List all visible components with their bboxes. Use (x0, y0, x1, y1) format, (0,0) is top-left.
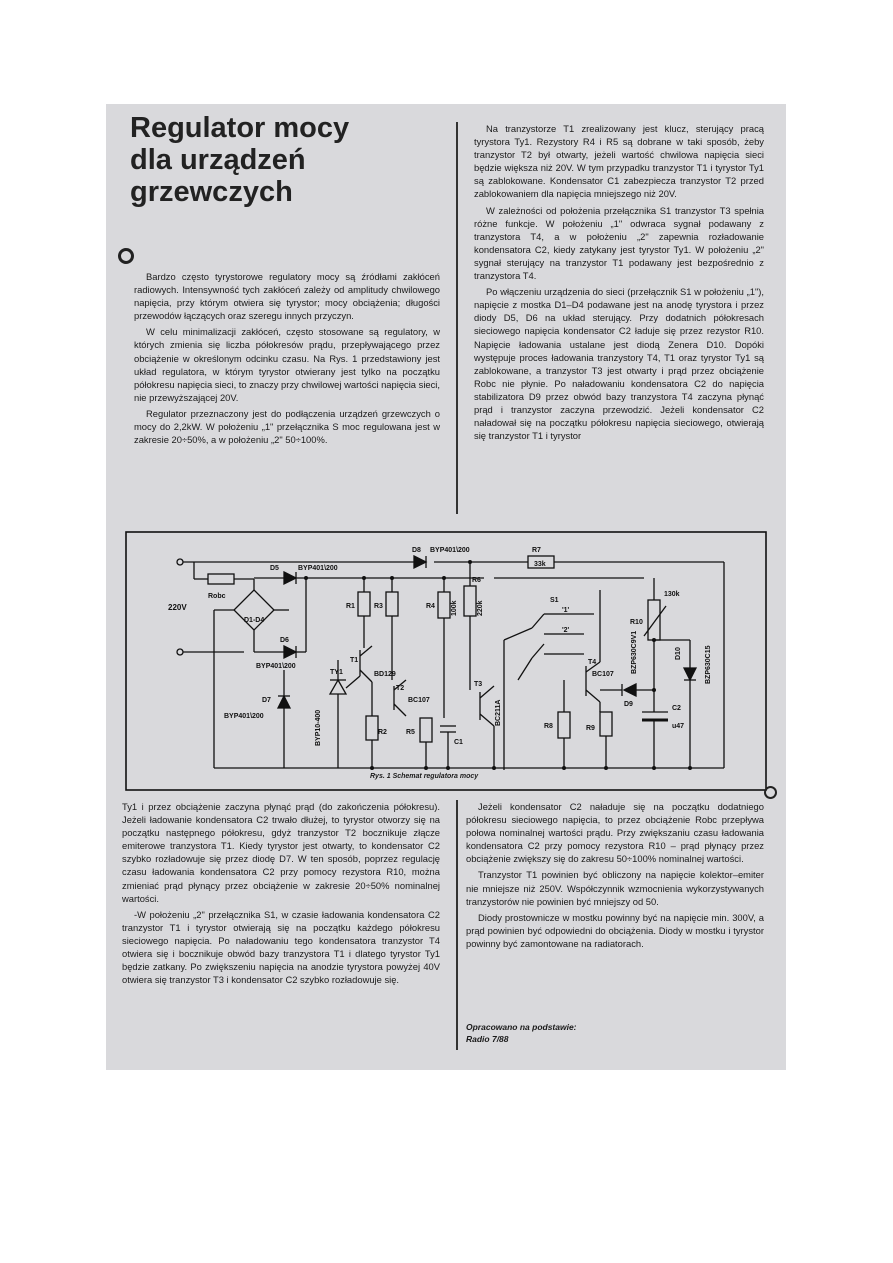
label-ty1: TY1 (330, 669, 343, 676)
left-column-top (134, 270, 440, 449)
right-column-bottom (466, 800, 764, 953)
label-d7-type: BYP401\200 (224, 713, 264, 720)
paragraph: W zależności od położenia przełącznika S1 tranzystor T3 spełnia różne funkcje. W położeniu „1" odwraca sygnał podawany z tranzystora T4, a w położeniu „2" zapewnia rozładowanie kondensatora C2, kiedy zatykany jest tyrystor Ty1. W położeniu „2" sygnał sterujący na tranzystor T1 podawany jest bezpośrednio z tranzystora T4. (474, 204, 764, 282)
punch-hole-mark (118, 248, 134, 264)
label-t3: T3 (474, 681, 483, 688)
label-d9: D9 (624, 701, 633, 708)
label-d1-d4: D1-D4 (244, 617, 265, 624)
label-d9-type: BZP630C9V1 (631, 630, 638, 674)
label-t4: T4 (588, 659, 597, 666)
label-r8: R8 (544, 723, 553, 730)
label-t2-type: BC107 (408, 697, 430, 704)
label-t2: T2 (396, 685, 405, 692)
column-divider (456, 800, 458, 1050)
label-d7: D7 (262, 697, 271, 704)
label-robc: Robc (208, 593, 226, 600)
label-d8: D8 (412, 547, 421, 554)
label-c1: C1 (454, 739, 463, 746)
label-t1: T1 (350, 657, 359, 664)
label-s1-position-1: '1' (562, 607, 570, 614)
label-d5: D5 (270, 565, 279, 572)
paragraph: Ty1 i przez obciążenie zaczyna płynąć prąd (do zakończenia półokresu). Jeżeli ładowanie kondensatora C2 trwało dłużej, to tyrystor otworzy się na początku następnego półokresu, gdyż tranzystor T2 bocznikuje złącze emiterowe tranzystora T1. Kiedy tyrystor jest otwarty, to kondensator C2 szybko rozładowuje się przez diodę D7. W ten sposób, poprzez regulację czasu ładowania kondensatora C2 przy pomocy rezystora R10, można zmieniać prąd płynący przez obciążenie w zakresie 20÷50% nominalnej wartości. (122, 801, 440, 904)
paragraph: Regulator przeznaczony jest do podłączenia urządzeń grzewczych o mocy do 2,2kW. W położeniu „1" przełącznika S moc regulowana jest w zakresie 20÷50%, a w położeniu „2" 50÷100%. (134, 407, 440, 446)
label-r4-value: 100k (451, 600, 458, 616)
label-r6: R6 (472, 577, 481, 584)
figure-caption: Rys. 1 Schemat regulatora mocy (370, 773, 479, 780)
paragraph: Jeżeli kondensator C2 naładuje się na początku dodatniego półokresu sieciowego napięcia, to przez obciążenie Robc przepływa połowa nominalnej wartości prądu. Przy zwiększaniu czasu ładowania kondensatora C2 przy pomocy rezystora R10 – prąd płynący przez obciążenie zwiększy się do zakresu 50÷100% nominalnej wartości. (466, 801, 764, 865)
circuit-schematic (124, 530, 768, 792)
label-d10-type: BZP630C15 (705, 645, 712, 684)
paragraph: Tranzystor T1 powinien być obliczony na napięcie kolektor–emiter nie mniejsze niż 250V. Współczynnik wzmocnienia wykorzystywanych tranzystorów nie powinien być mniejszy od 50. (466, 869, 764, 907)
label-t4-type: BC107 (592, 671, 614, 678)
label-r6-value: 220k (477, 600, 484, 616)
paragraph: Diody prostownicze w mostku powinny być na napięcie min. 300V, a prąd powinien być odpowiedni do obciążenia. Diody w mostku i tyrystor powinny być zamontowane na radiatorach. (466, 911, 764, 949)
paragraph: Na tranzystorze T1 zrealizowany jest klucz, sterujący pracą tyrystora Ty1. Rezystory R4 i R5 są dobrane w taki sposób, żeby tranzystor T2 był otwarty, jeżeli wartość chwilowa napięcia sieci będzie większa niż 20V. W tym przypadku tranzystor T1 i tyrystor Ty1 są zablokowane. Kondensator C1 zabezpiecza tranzystor T2 przed zablokowaniem dla napięcia mniejszego niż 20V. (474, 123, 764, 200)
source-reference: Radio 7/88 (466, 1034, 509, 1044)
label-d6: D6 (280, 637, 289, 644)
article-title: Regulator mocy dla urządzeń grzewczych (130, 112, 350, 208)
label-t3-type: BC211A (495, 699, 502, 726)
source-note: Opracowano na podstawie: (466, 1022, 577, 1032)
label-t1-type: BD129 (374, 671, 396, 678)
label-r10-value: 130k (664, 591, 680, 598)
right-column-top (474, 122, 764, 445)
punch-hole-mark (764, 786, 777, 799)
label-r1: R1 (346, 603, 355, 610)
label-r7-value: 33k (534, 561, 546, 568)
left-column-bottom (122, 800, 440, 989)
label-220v: 220V (168, 603, 187, 612)
label-r5: R5 (406, 729, 415, 736)
label-r9: R9 (586, 725, 595, 732)
label-d8-type: BYP401\200 (430, 547, 470, 554)
paragraph: -W położeniu „2" przełącznika S1, w czasie ładowania kondensatora C2 tranzystor T1 i tyrystor otwierają się na początku każdego półokresu sieciowego napięcia. Po naładowaniu tego kondensatora tranzystor T4 otwiera się i bocznikuje obwód bazy tranzystora T1 i dlatego tyrystor Ty1 będzie zatkany. Po zwiększeniu napięcia na anodzie tyrystora powyżej 40V otwiera się tranzystor T3 i kondensator C2 szybko rozładowuje się. (122, 908, 440, 986)
label-r3: R3 (374, 603, 383, 610)
label-s1: S1 (550, 597, 559, 604)
label-r2: R2 (378, 729, 387, 736)
label-r4: R4 (426, 603, 435, 610)
paragraph: Bardzo często tyrystorowe regulatory mocy są źródłami zakłóceń radiowych. Intensywność tych zakłóceń zależy od amplitudy chwilowego napięcia, przy którym otwiera się tyrystor; mocy obciążenia; długości przewodów łączących oraz szeregu innych przyczyn. (134, 271, 440, 322)
label-s1-position-2: '2' (562, 627, 570, 634)
label-r7: R7 (532, 547, 541, 554)
label-d10: D10 (675, 647, 682, 660)
label-ty1-type: BYP10-400 (315, 709, 322, 746)
paragraph: Po włączeniu urządzenia do sieci (przełącznik S1 w położeniu „1"), napięcie z mostka D1–D4 podawane jest na anodę tyrystora i przez diody D5, D6 na układ sterujący. Przy dodatnich półokresach sieciowego napięcia kondensator C2 ładuje się przez rezystor R10. Napięcie ładowania ustalane jest diodą Zenera D10. Dopóki występuje proces ładowania tranzystory T4, T1 oraz tyrystor Ty1 są zablokowane, a tranzystor T3 jest otwarty i prąd przez obciążenie Robc nie płynie. Po naładowaniu kondensatora C2 do napięcia stabilizatora D9 przez obwód bazy tranzystora T4 zaczyna płynąć prąd i tranzystor zaczyna przewodzić. Jeżeli kondensator C2 naładował się na początku półokresu napięcia sieciowego, otwierają się tranzystor T1 i tyrystor (474, 286, 764, 442)
label-c2-value: u47 (672, 723, 685, 730)
paragraph: W celu minimalizacji zakłóceń, często stosowane są regulatory, w których zmienia się liczba półokresów prądu, przepływającego przez obciążenie w określonym odcinku czasu. Na Rys. 1 przedstawiony jest układ regulatora, w którym tyrystor otwierany jest tylko na początku półokresu napięcia sieci, to znaczy przy chwilowej wartości napięcia sieci, nie przewyższającej 20V. (134, 326, 440, 403)
label-c2: C2 (672, 705, 681, 712)
label-r10: R10 (630, 619, 643, 626)
column-divider (456, 122, 458, 514)
label-d5-type: BYP401\200 (298, 565, 338, 572)
label-d6-type: BYP401\200 (256, 663, 296, 670)
